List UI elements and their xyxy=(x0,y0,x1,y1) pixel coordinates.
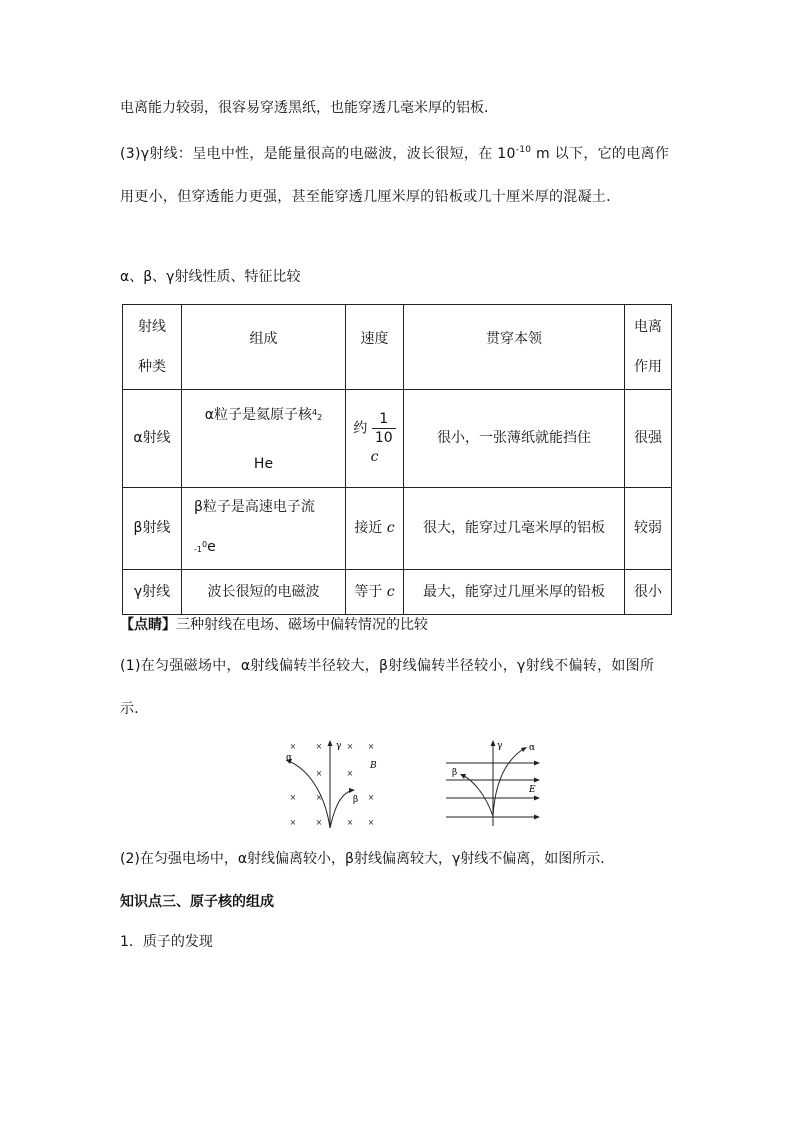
nuclide-subscript: -1 xyxy=(194,545,202,554)
cross-mark: × xyxy=(289,742,297,751)
speed-fraction: $\frac{1}{10}$ xyxy=(372,410,396,447)
cross-mark: × xyxy=(315,818,323,827)
dianjing-tag: 【点睛】 xyxy=(120,617,176,633)
cross-mark: × xyxy=(367,742,375,751)
cell-type: β射线 xyxy=(123,488,182,570)
gamma-label: γ xyxy=(497,741,503,751)
dianjing-heading xyxy=(120,615,428,635)
table-header-row xyxy=(123,305,672,390)
cell-speed: 约 $\frac{1}{10}$ c xyxy=(346,390,404,488)
cross-mark: × xyxy=(346,769,354,778)
field-b-label: B xyxy=(370,761,377,771)
cell-ionization: 较弱 xyxy=(625,488,672,570)
cell-penetration: 很大，能穿过几毫米厚的铝板 xyxy=(404,488,625,570)
gamma-arrow xyxy=(491,740,496,746)
cell-ionization: 很小 xyxy=(625,570,672,615)
header-composition: 组成 xyxy=(182,305,346,390)
cross-mark: × xyxy=(346,818,354,827)
cross-mark: × xyxy=(315,793,323,802)
cell-composition: α粒子是氦原子核$^4$2 He xyxy=(182,390,346,488)
field-e-label: E xyxy=(529,785,536,795)
beta-label: β xyxy=(353,795,359,805)
cell-penetration: 最大，能穿过几厘米厚的铅板 xyxy=(404,570,625,615)
electric-field-figure xyxy=(443,738,548,833)
cross-mark: × xyxy=(289,793,297,802)
field-arrow xyxy=(534,778,540,783)
gamma-label: γ xyxy=(336,741,342,751)
section-title: 知识点三、原子核的组成 xyxy=(120,894,274,910)
cell-speed: 等于 c xyxy=(346,570,404,615)
field-arrow xyxy=(534,796,540,801)
gamma-exponent: -10 xyxy=(515,145,532,155)
intro-line: 电离能力较弱，很容易穿透黑纸，也能穿透几毫米厚的铝板． xyxy=(120,100,498,116)
cross-mark: × xyxy=(367,793,375,802)
beta-arrow xyxy=(349,788,355,793)
cross-mark: × xyxy=(315,742,323,751)
cross-mark: × xyxy=(346,742,354,751)
beta-label: β xyxy=(452,768,458,778)
gamma-text-prefix: (3)γ射线：呈电中性，是能量很高的电磁波，波长很短，在 10 xyxy=(120,146,516,162)
table-row-alpha xyxy=(123,390,672,488)
header-speed: 速度 xyxy=(346,305,404,390)
cross-mark: × xyxy=(367,818,375,827)
table-title: α、β、γ射线性质、特征比较 xyxy=(120,269,301,285)
cross-mark: × xyxy=(289,818,297,827)
gamma-text-suffix: m 以下，它的电离作用更小，但穿透能力更强，甚至能穿透几厘米厚的铅板或几十厘米厚的混凝土． xyxy=(120,146,670,205)
table-row-gamma xyxy=(123,570,672,615)
cell-type: α射线 xyxy=(123,390,182,488)
field-arrow xyxy=(534,815,540,820)
cross-mark: × xyxy=(315,769,323,778)
cell-composition: β粒子是高速电子流 $-1^0e$ xyxy=(182,488,346,570)
nuclide-superscript: 4 xyxy=(312,408,318,417)
electric-paragraph: (2)在匀强电场中，α射线偏离较小，β射线偏离较大，γ射线不偏离，如图所示． xyxy=(120,851,615,867)
table-row-beta xyxy=(123,488,672,570)
alpha-arrow xyxy=(521,747,527,752)
header-type: 射线 种类 xyxy=(123,305,182,390)
header-penetration: 贯穿本领 xyxy=(404,305,625,390)
comparison-table xyxy=(122,304,672,615)
alpha-ray-path xyxy=(493,748,525,816)
magnetic-paragraph: (1)在匀强磁场中，α射线偏转半径较大，β射线偏转半径较小，γ射线不偏转，如图所示． xyxy=(120,658,655,717)
gamma-paragraph xyxy=(120,129,680,219)
cell-ionization: 很强 xyxy=(625,390,672,488)
field-arrow xyxy=(534,761,540,766)
dianjing-title: 三种射线在电场、磁场中偏转情况的比较 xyxy=(176,617,428,633)
header-ionization: 电离 作用 xyxy=(625,305,672,390)
magnetic-field-figure xyxy=(283,738,388,833)
cell-type: γ射线 xyxy=(123,570,182,615)
alpha-label: α xyxy=(529,743,536,753)
cell-speed: 接近 c xyxy=(346,488,404,570)
nuclide-subscript: 2 xyxy=(317,413,323,422)
gamma-arrow xyxy=(328,740,333,746)
cell-penetration: 很小，一张薄纸就能挡住 xyxy=(404,390,625,488)
nuclide-superscript: 0 xyxy=(201,540,208,549)
cell-composition: 波长很短的电磁波 xyxy=(182,570,346,615)
beta-ray-path xyxy=(462,775,493,816)
item-1: 1．质子的发现 xyxy=(120,934,213,950)
alpha-label: α xyxy=(286,753,293,763)
